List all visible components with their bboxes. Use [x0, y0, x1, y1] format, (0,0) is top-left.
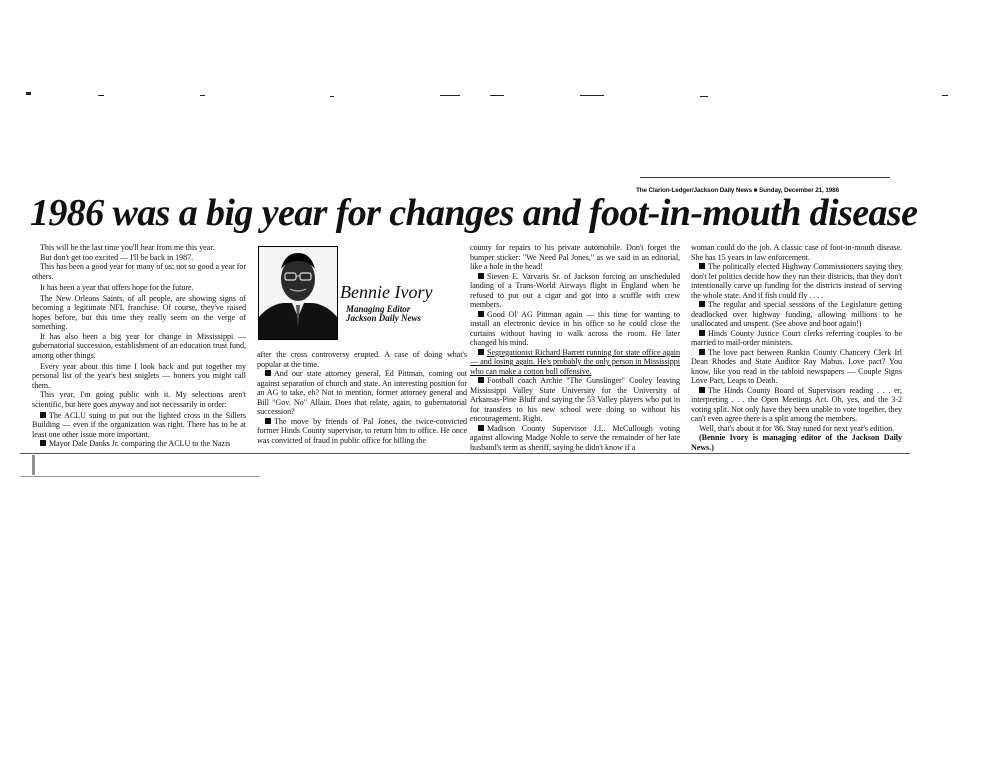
bullet-icon — [699, 330, 705, 336]
bullet-icon — [699, 301, 705, 307]
paragraph: after the cross controversy erupted. A case of doing what's popular at the time. — [257, 350, 467, 369]
bullet-text: The love pact between Rankin County Chancery Clerk Irl Dean Rhodes and State Auditor Ray Mabus. Love pact? You know, like you read in the tabloid newspapers — Couple Signs Love Pact, Leaps to Death. — [691, 347, 902, 385]
header-rule — [640, 177, 890, 178]
bullet-icon — [478, 425, 484, 431]
bullet-text: And our state attorney general, Ed Pittman, coming out against separation of church and state. An interesting position for an AG to take, eh? Not to mention, former attorney general and Bill "Gov. No" Allain. Does that relate, again, to gubernatorial succession? — [257, 369, 467, 416]
bullet-text: Good Ol' AG Pittman again — this time for wanting to install an electronic device in his office so he could close the curtains without having to walk across the room. He later changed his mind. — [470, 309, 680, 347]
bottom-rule — [20, 453, 910, 454]
paragraph: woman could do the job. A classic case of foot-in-mouth disease. She has 15 years in law enforcement. — [691, 243, 902, 262]
bullet-item — [470, 376, 680, 424]
bullet-icon — [478, 377, 484, 383]
bullet-item — [691, 348, 902, 386]
scan-speck — [490, 95, 504, 96]
bullet-item — [470, 310, 680, 348]
paragraph: Well, that's about it for '86. Stay tuned for next year's edition. — [699, 423, 895, 433]
bullet-icon — [699, 387, 705, 393]
bullet-text: Segregationist Richard Barrett running for state office again — and losing again. He's probably the only person in Mississippi who can make a cotton boll offensive. — [470, 347, 680, 376]
paragraph: It has been a year that offers hope for the future. — [40, 282, 194, 292]
bullet-item — [691, 329, 902, 348]
author-note: (Bennie Ivory is managing editor of the Jackson Daily News.) — [691, 433, 902, 452]
bullet-text: The move by friends of Pal Jones, the twice-convicted former Hinds County supervisor, to return him to office. He once was convicted of fraud in public office for billing the — [257, 416, 467, 445]
paragraph: county for repairs to his private automobile. Don't forget the bumper sticker: "We Need Pal Jones," as we said in an editorial, like a hole in the head! — [470, 243, 680, 271]
bullet-item — [32, 439, 246, 449]
paragraph: It has also been a big year for change in Mississippi — gubernatorial succession, establishment of an education trust fund, among other things. — [32, 331, 246, 360]
bullet-item — [257, 369, 467, 417]
byline-title: Managing Editor — [346, 304, 411, 314]
scan-speck — [26, 92, 31, 95]
bullet-icon — [478, 273, 484, 279]
bullet-item — [32, 411, 246, 440]
bullet-icon — [40, 412, 46, 418]
paragraph: This will be the last time you'll hear from me this year. — [40, 243, 215, 252]
bullet-text: The politically elected Highway Commissioners saying they don't let politics decide how they run their districts, that they don't intentionally carve up funding for the districts instead of serving the whole state. And if fish could fly . . . . — [691, 262, 902, 300]
bullet-text: The ACLU suing to put out the lighted cross in the Sillers Building — even if the organization was right. There has to be at least one other issue more important. — [32, 410, 246, 439]
headline: 1986 was a big year for changes and foot-in-mouth disease — [30, 192, 918, 234]
scan-speck — [942, 95, 948, 96]
bullet-icon — [478, 311, 484, 317]
dateline: The Clarion-Ledger/Jackson Daily News ■ Sunday, December 21, 1986 — [636, 187, 839, 194]
bullet-text: Hinds County Justice Court clerks referring couples to be married to mail-order ministers. — [691, 328, 902, 347]
bullet-item — [470, 424, 680, 453]
article-column-4 — [691, 243, 902, 452]
scan-speck — [580, 95, 604, 96]
bullet-item — [691, 300, 902, 329]
scan-speck — [98, 95, 104, 96]
bullet-icon — [699, 263, 705, 269]
paragraph: Every year about this time I look back and put together my personal list of the year's best sniglets — boners you might call them. — [32, 361, 246, 390]
byline-paper: Jackson Daily News — [346, 313, 421, 323]
paragraph: The New Orleans Saints, of all people, are showing signs of becoming a legitimate NFL franchise. Of course, they've raised hopes before, but this time they really seem on the verge of something. — [32, 293, 246, 331]
author-photo — [258, 246, 338, 340]
bullet-icon — [265, 370, 271, 376]
bullet-text: Football coach Archie "The Gunslinger" Cooley leaving Mississippi Valley State University for the University of Arkansas-Pine Bluff and saying the 53 Valley players who put in for transfers to his new school were doing so without his encouragement. Right. — [470, 376, 680, 423]
article-column-2 — [257, 350, 467, 445]
bullet-icon — [699, 349, 705, 355]
paragraph: But don't get too excited — I'll be back in 1987. — [40, 252, 194, 262]
bullet-item — [691, 386, 902, 424]
paragraph: This year, I'm going public with it. My selections aren't scientific, but here goes anyway and not necessarily in order: — [32, 390, 246, 409]
bullet-text: Mayor Dale Danks Jr. comparing the ACLU to the Nazis — [49, 439, 231, 448]
paragraph: This has been a good year for many of us; not so good a year for others. — [32, 262, 246, 281]
bullet-icon — [478, 349, 484, 355]
byline-name: Bennie Ivory — [340, 282, 433, 302]
bottom-rule — [20, 476, 260, 477]
bullet-item — [470, 272, 680, 310]
bullet-icon — [265, 418, 271, 424]
scan-speck — [700, 96, 708, 97]
article-column-3 — [470, 243, 680, 452]
bullet-text: The Hinds County Board of Supervisors reading . . . er, interpreting . . . the Open Meetings Act. Oh, yes, and the 3-2 voting split. Not only have they been unable to vote together, they can't even agree there is a split among the members. — [691, 385, 902, 423]
scan-speck — [200, 95, 205, 96]
bullet-icon — [40, 440, 46, 446]
bullet-text: Madison County Supervisor J.L. McCullough voting against allowing Madge Noble to serve the remainder of her late husband's term as sheriff, saying he didn't know if a — [470, 423, 680, 452]
bullet-item — [691, 262, 902, 300]
bullet-text: The regular and special sessions of the Legislature getting deadlocked over highway funding, allowing millions to be unallocated and unspent. (See above and hoot again!) — [691, 300, 902, 328]
article-column-1 — [32, 243, 246, 449]
scan-speck — [32, 455, 35, 475]
bullet-item — [470, 348, 680, 377]
bullet-item — [257, 417, 467, 446]
bullet-text: Steven E. Varvaris Sr. of Jackson forcing an unscheduled landing of a Trans-World Airways flight in England when he refused to put out a cigar and got into a scuffle with crew members. — [470, 271, 680, 309]
scan-speck — [440, 95, 460, 96]
scan-speck — [330, 96, 334, 97]
